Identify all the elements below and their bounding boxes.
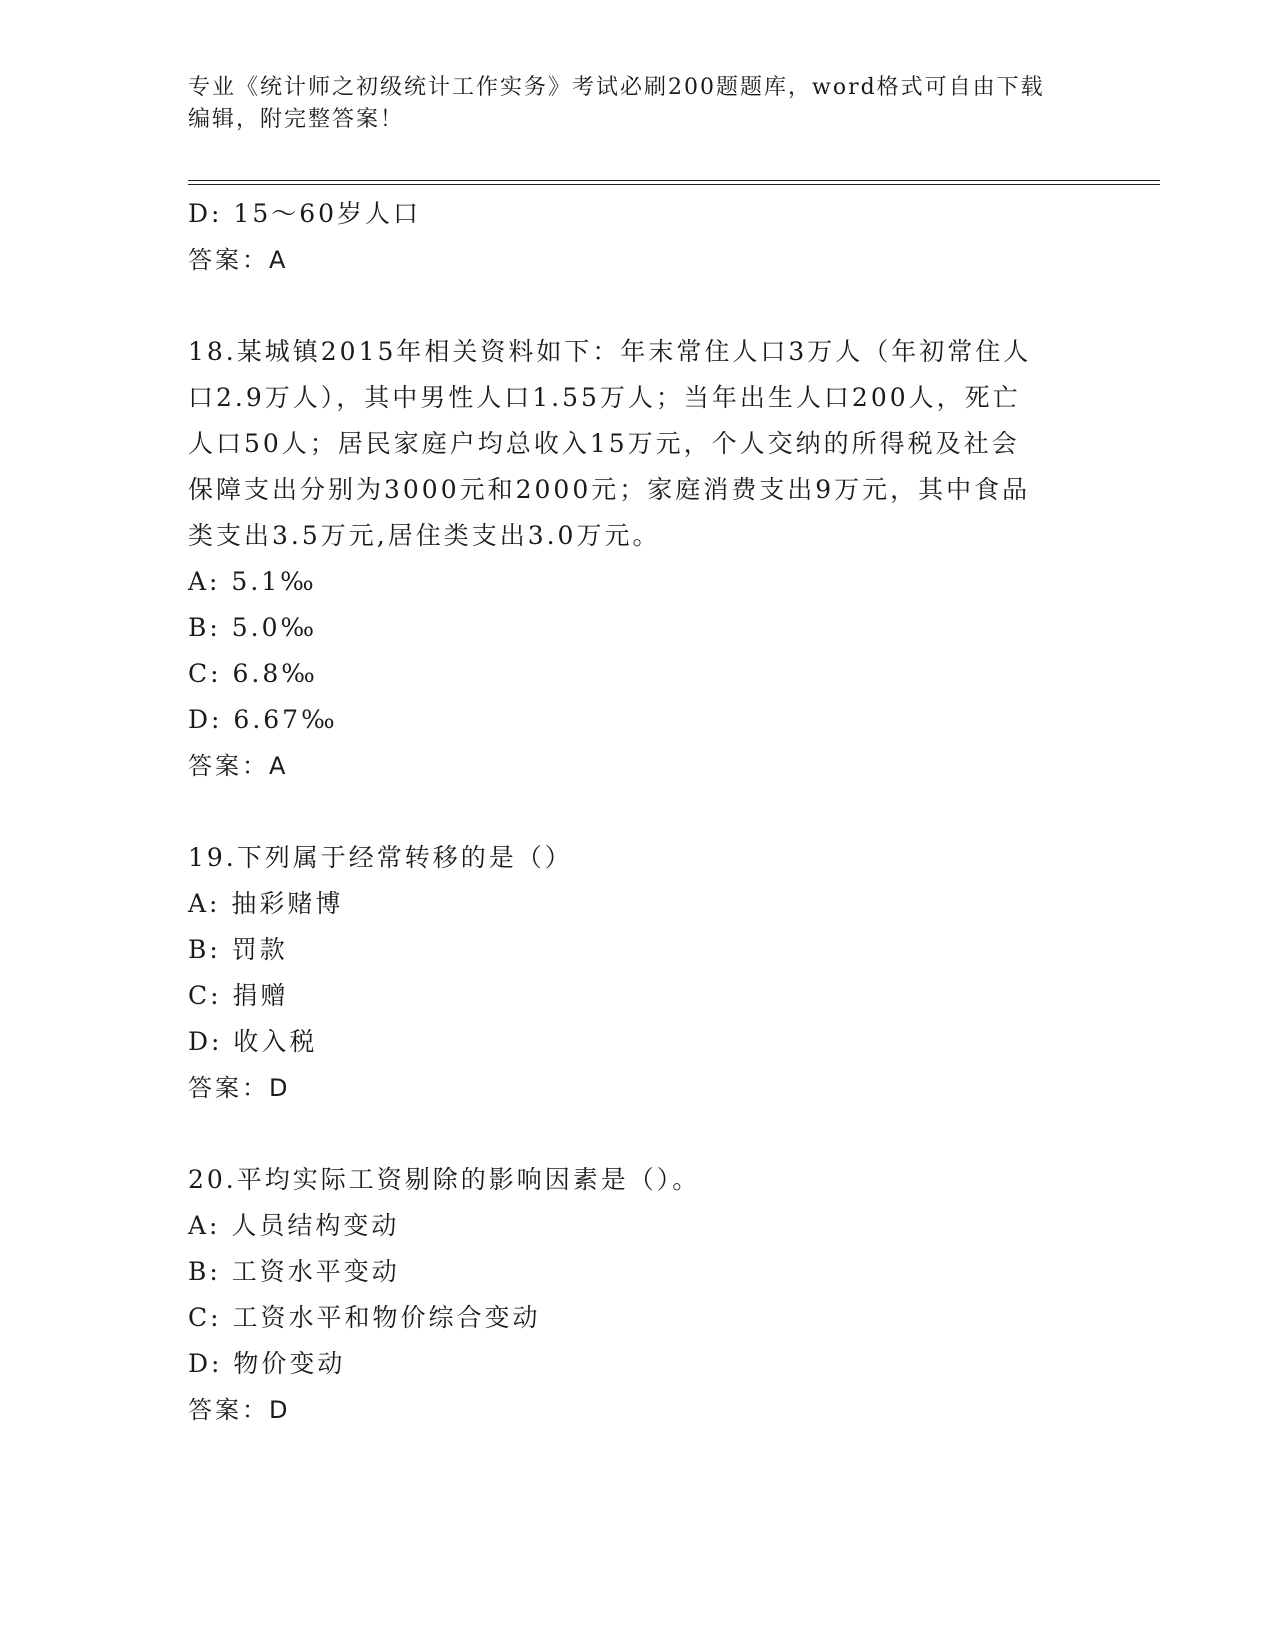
question-18-line-5: 类支出3.5万元,居住类支出3.0万元。 xyxy=(188,521,661,550)
question-18-line-1: 18.某城镇2015年相关资料如下：年末常住人口3万人（年初常住人 xyxy=(188,337,1032,366)
question-18 xyxy=(188,329,1088,789)
question-19-text: 19.下列属于经常转移的是（） xyxy=(188,843,573,872)
question-18-option-c: C: 6.8‰ xyxy=(188,659,318,688)
question-20-text: 20.平均实际工资剔除的影响因素是（）。 xyxy=(188,1165,701,1194)
question-19-answer: 答案：D xyxy=(188,1074,291,1102)
prev-option-d: D: 15～60岁人口 xyxy=(188,199,422,228)
spacer xyxy=(188,789,1088,835)
prev-answer: 答案：A xyxy=(188,246,289,274)
header-line-2: 编辑，附完整答案！ xyxy=(188,107,405,132)
question-20-option-c: C: 工资水平和物价综合变动 xyxy=(188,1303,541,1332)
question-19-option-c: C: 捐赠 xyxy=(188,981,289,1010)
question-19-option-b: B: 罚款 xyxy=(188,935,288,964)
question-18-line-4: 保障支出分别为3000元和2000元；家庭消费支出9万元，其中食品 xyxy=(188,475,1031,504)
question-19 xyxy=(188,835,1088,1111)
spacer xyxy=(188,1111,1088,1157)
spacer xyxy=(188,283,1088,329)
question-20-answer: 答案：D xyxy=(188,1396,291,1424)
page-header xyxy=(188,72,1088,136)
question-20-option-d: D: 物价变动 xyxy=(188,1349,346,1378)
question-20-option-b: B: 工资水平变动 xyxy=(188,1257,400,1286)
question-18-option-a: A: 5.1‰ xyxy=(188,567,317,596)
question-20 xyxy=(188,1157,1088,1433)
question-18-line-3: 人口50人；居民家庭户均总收入15万元，个人交纳的所得税及社会 xyxy=(188,429,1020,458)
question-19-option-d: D: 收入税 xyxy=(188,1027,318,1056)
question-18-option-b: B: 5.0‰ xyxy=(188,613,318,642)
question-18-option-d: D: 6.67‰ xyxy=(188,705,338,734)
question-18-line-2: 口2.9万人），其中男性人口1.55万人；当年出生人口200人，死亡 xyxy=(188,383,1021,412)
question-19-option-a: A: 抽彩赌博 xyxy=(188,889,344,918)
question-20-option-a: A: 人员结构变动 xyxy=(188,1211,400,1240)
header-divider-bottom xyxy=(188,184,1160,185)
header-divider-top xyxy=(188,180,1160,181)
question-18-answer: 答案：A xyxy=(188,752,289,780)
header-line-1: 专业《统计师之初级统计工作实务》考试必刷200题题库，word格式可自由下载 xyxy=(188,75,1045,100)
document-body xyxy=(188,191,1088,1433)
